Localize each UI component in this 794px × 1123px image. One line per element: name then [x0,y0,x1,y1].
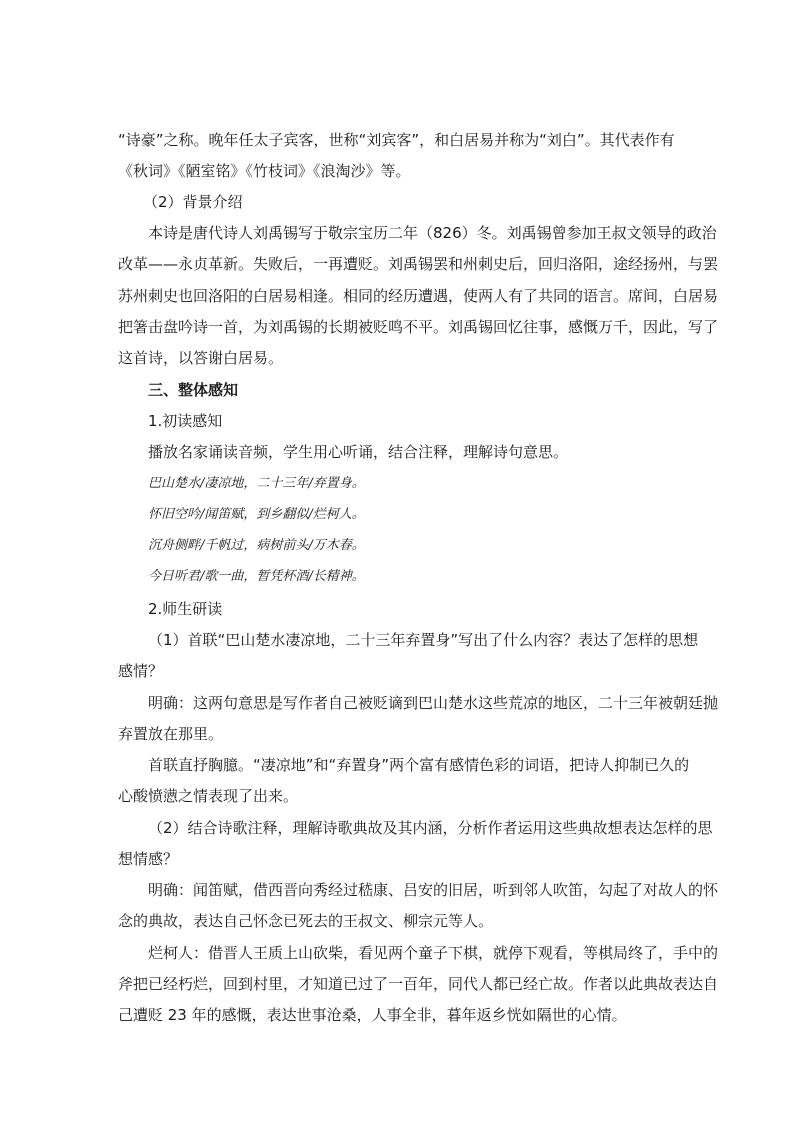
text-line-background-5: 这首诗，以答谢白居易。 [118,349,284,367]
section-heading-overall: 三、整体感知 [148,381,239,399]
analysis-1-line-2: 心酸愤懑之情表现了出来。 [118,787,299,805]
poem-line-2: 怀旧空吟/闻笛赋，到乡翻似/烂柯人。 [148,507,365,522]
question-2-line-1: （2）结合诗歌注释，理解诗歌典故及其内涵，分析作者运用这些典故想表达怎样的思 [148,819,713,837]
answer-1-line-1: 明确：这两句意思是写作者自己被贬谪到巴山楚水这些荒凉的地区，二十三年被朝廷抛 [148,694,719,712]
text-line-intro-1: “诗豪”之称。晚年任太子宾客，世称“刘宾客”，和白居易并称为“刘白”。其代表作有 [118,131,675,149]
question-2-line-2: 想情感？ [118,850,179,868]
section-heading-background: （2）背景介绍 [143,193,243,211]
answer-1-line-2: 弃置放在那里。 [118,725,224,743]
analysis-1-line-1: 首联直抒胸臆。“凄凉地”和“弃置身”两个富有感情色彩的词语，把诗人抑制已久的 [148,756,690,774]
answer-2-line-2: 念的典故，表达自己怀念已死去的王叔文、柳宗元等人。 [118,912,494,930]
poem-line-4: 今日听君/歌一曲，暂凭杯酒/长精神。 [148,569,365,584]
allusion-line-2: 斧把已经朽烂，回到村里，才知道已过了一百年，同代人都已经亡故。作者以此典故表达自 [118,975,719,993]
allusion-line-3: 己遭贬 23 年的感慨，表达世事沧桑，人事全非，暮年返乡恍如隔世的心情。 [118,1006,627,1024]
text-line-background-2: 改革——永贞革新。失败后，一再遭贬。刘禹锡罢和州刺史后，回归洛阳，途经扬州，与罢 [118,255,719,273]
poem-line-1: 巴山楚水/凄凉地，二十三年/弃置身。 [148,476,365,491]
text-line-background-4: 把箸击盘吟诗一首，为刘禹锡的长期被贬鸣不平。刘禹锡回忆往事，感慨万千，因此，写了 [118,318,719,336]
text-line-intro-2: 《秋词》《陋室铭》《竹枝词》《浪淘沙》等。 [118,162,411,180]
question-1-line-1: （1）首联“巴山楚水凄凉地，二十三年弃置身”写出了什么内容？表达了怎样的思想 [148,631,699,649]
text-line-background-1: 本诗是唐代诗人刘禹锡写于敬宗宝历二年（826）冬。刘禹锡曾参加王叔文领导的政治 [148,224,717,242]
answer-2-line-1: 明确：闻笛赋，借西晋向秀经过嵇康、吕安的旧居，听到邻人吹笛，勾起了对故人的怀 [148,881,719,899]
question-1-line-2: 感情？ [118,662,164,680]
text-line-reading-instruction: 播放名家诵读音频，学生用心听诵，结合注释，理解诗句意思。 [148,443,569,461]
allusion-line-1: 烂柯人：借晋人王质上山砍柴，看见两个童子下棋，就停下观看，等棋局终了，手中的 [148,944,719,962]
subheading-joint-study: 2.师生研读 [148,600,223,618]
text-line-background-3: 苏州刺史也回洛阳的白居易相逢。相同的经历遭遇，使两人有了共同的语言。席间，白居易 [118,287,719,305]
subheading-first-reading: 1.初读感知 [148,412,223,430]
poem-line-3: 沉舟侧畔/千帆过，病树前头/万木春。 [148,538,365,553]
